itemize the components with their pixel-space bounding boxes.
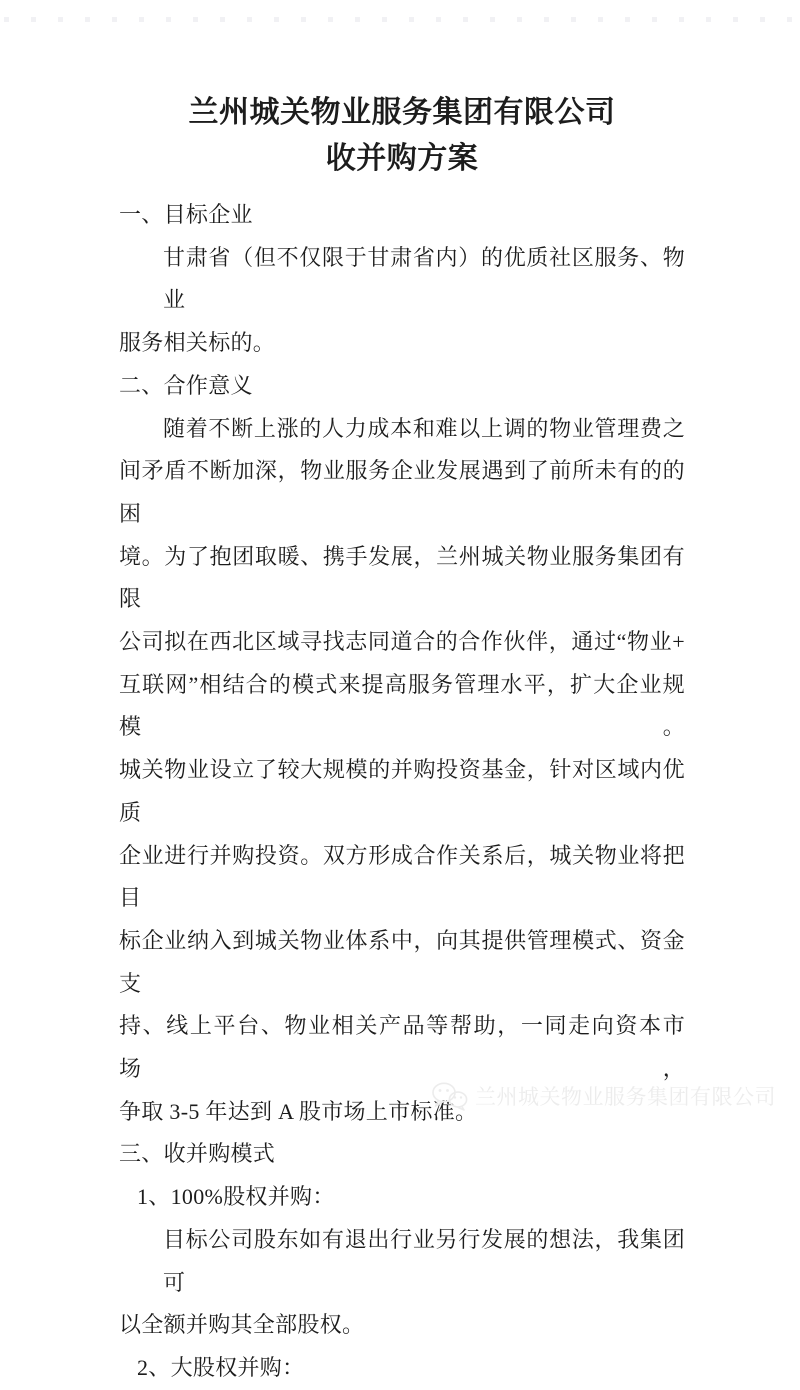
body-line: 公司拟在西北区域寻找志同道合的合作伙伴，通过“物业+ [119, 629, 685, 655]
doc-body [119, 194, 685, 1390]
body-line: 互联网”相结合的模式来提高服务管理水平，扩大企业规模。 [119, 671, 685, 740]
body-line: 以全额并购其全部股权。 [119, 1312, 365, 1338]
wechat-icon [431, 1081, 469, 1111]
body-line: 目标公司股东如有退出行业另行发展的想法，我集团可 [163, 1226, 685, 1295]
body-line: 服务相关标的。 [119, 330, 276, 356]
list-item-2: 2、大股权并购： [137, 1354, 305, 1380]
section-heading-1: 一、目标企业 [119, 202, 253, 227]
body-line: 间矛盾不断加深，物业服务企业发展遇到了前所未有的的困 [119, 458, 685, 526]
footer-watermark [431, 1081, 776, 1111]
body-line: 甘肃省（但不仅限于甘肃省内）的优质社区服务、物业 [163, 244, 685, 313]
top-dotted-line [4, 17, 800, 22]
doc-title-line1: 兰州城关物业服务集团有限公司 [188, 96, 616, 129]
doc-title-line2: 收并购方案 [325, 142, 479, 175]
body-line: 争取 3-5 年达到 A 股市场上市标准。 [119, 1098, 478, 1124]
body-line: 企业进行并购投资。双方形成合作关系后，城关物业将把目 [119, 842, 685, 911]
body-line: 随着不断上涨的人力成本和难以上调的物业管理费之 [163, 415, 685, 441]
body-line: 城关物业设立了较大规模的并购投资基金，针对区域内优质 [119, 757, 685, 825]
body-line: 标企业纳入到城关物业体系中，向其提供管理模式、资金支 [119, 927, 685, 996]
list-item-1: 1、100%股权并购： [137, 1184, 335, 1210]
watermark-text: 兰州城关物业服务集团有限公司 [475, 1085, 776, 1109]
section-heading-3: 三、收并购模式 [119, 1141, 276, 1167]
body-line: 持、线上平台、物业相关产品等帮助，一同走向资本市场， [119, 1013, 685, 1082]
document-content [119, 90, 685, 1390]
section-heading-2: 二、合作意义 [119, 372, 253, 398]
body-line: 境。为了抱团取暖、携手发展，兰州城关物业服务集团有限 [119, 543, 685, 612]
